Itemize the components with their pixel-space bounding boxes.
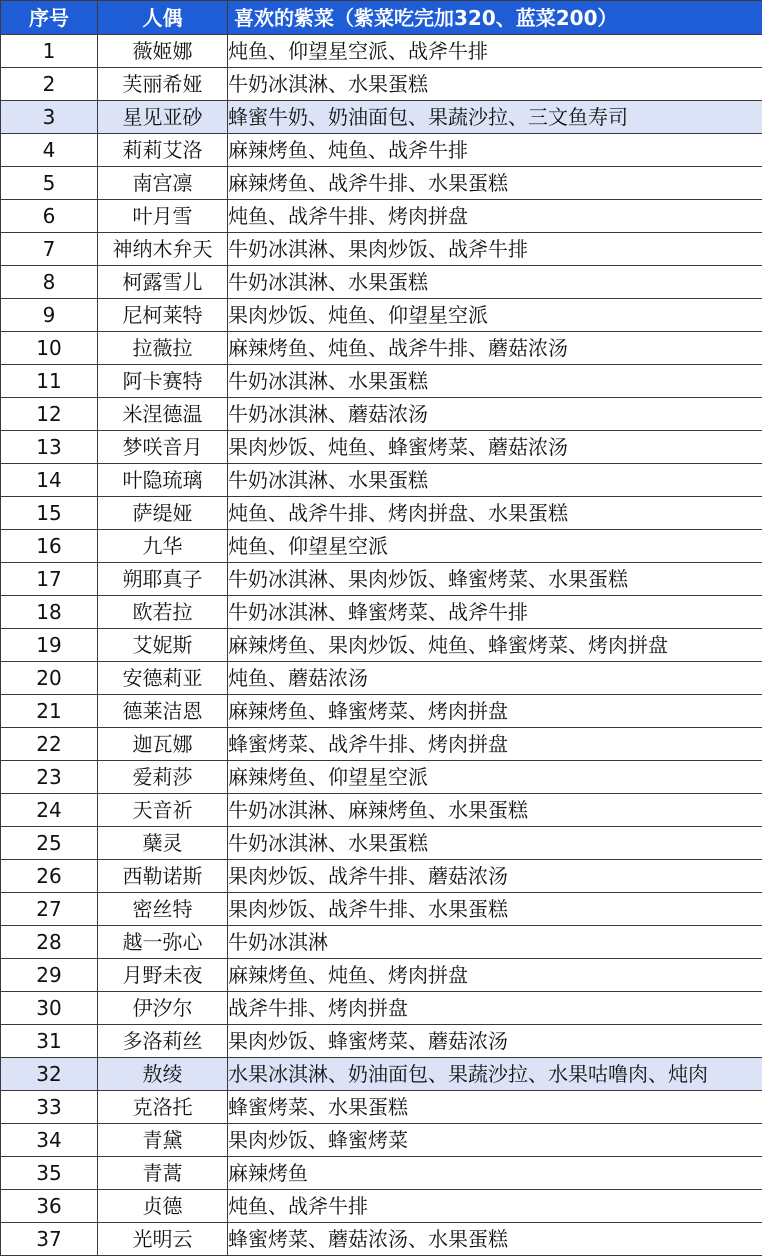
table-row[interactable] <box>1 101 762 134</box>
cell-number[interactable]: 13 <box>1 431 98 464</box>
cell-number[interactable]: 32 <box>1 1058 98 1091</box>
cell-favorite-foods[interactable]: 蜂蜜牛奶、奶油面包、果蔬沙拉、三文鱼寿司 <box>228 101 762 134</box>
cell-favorite-foods[interactable]: 牛奶冰淇淋、蘑菇浓汤 <box>228 398 762 431</box>
cell-number[interactable]: 2 <box>1 68 98 101</box>
cell-doll-name[interactable]: 贞德 <box>98 1190 228 1223</box>
cell-favorite-foods[interactable]: 战斧牛排、烤肉拼盘 <box>228 992 762 1025</box>
table-row[interactable] <box>1 596 762 629</box>
cell-doll-name[interactable]: 萨缇娅 <box>98 497 228 530</box>
cell-doll-name[interactable]: 光明云 <box>98 1223 228 1256</box>
cell-number[interactable]: 25 <box>1 827 98 860</box>
cell-favorite-foods[interactable]: 蜂蜜烤菜、水果蛋糕 <box>228 1091 762 1124</box>
cell-doll-name[interactable]: 尼柯莱特 <box>98 299 228 332</box>
cell-doll-name[interactable]: 欧若拉 <box>98 596 228 629</box>
cell-favorite-foods[interactable]: 牛奶冰淇淋 <box>228 926 762 959</box>
cell-favorite-foods[interactable]: 炖鱼、战斧牛排、烤肉拼盘、水果蛋糕 <box>228 497 762 530</box>
cell-favorite-foods[interactable]: 麻辣烤鱼、仰望星空派 <box>228 761 762 794</box>
cell-favorite-foods[interactable]: 麻辣烤鱼、战斧牛排、水果蛋糕 <box>228 167 762 200</box>
cell-doll-name[interactable]: 柯露雪儿 <box>98 266 228 299</box>
table-row[interactable] <box>1 926 762 959</box>
cell-favorite-foods[interactable]: 牛奶冰淇淋、水果蛋糕 <box>228 464 762 497</box>
cell-number[interactable]: 6 <box>1 200 98 233</box>
cell-number[interactable]: 11 <box>1 365 98 398</box>
table-row[interactable] <box>1 299 762 332</box>
table-row[interactable] <box>1 398 762 431</box>
table-row[interactable] <box>1 530 762 563</box>
cell-favorite-foods[interactable]: 炖鱼、仰望星空派 <box>228 530 762 563</box>
cell-number[interactable]: 21 <box>1 695 98 728</box>
table-row[interactable] <box>1 860 762 893</box>
table-row[interactable] <box>1 266 762 299</box>
table-row[interactable] <box>1 68 762 101</box>
table-row[interactable] <box>1 497 762 530</box>
cell-doll-name[interactable]: 星见亚砂 <box>98 101 228 134</box>
table-row[interactable] <box>1 431 762 464</box>
cell-doll-name[interactable]: 密丝特 <box>98 893 228 926</box>
cell-doll-name[interactable]: 德莱洁恩 <box>98 695 228 728</box>
cell-doll-name[interactable]: 天音祈 <box>98 794 228 827</box>
cell-favorite-foods[interactable]: 炖鱼、蘑菇浓汤 <box>228 662 762 695</box>
cell-doll-name[interactable]: 越一弥心 <box>98 926 228 959</box>
cell-number[interactable]: 1 <box>1 35 98 68</box>
cell-number[interactable]: 8 <box>1 266 98 299</box>
cell-doll-name[interactable]: 拉薇拉 <box>98 332 228 365</box>
table-row[interactable] <box>1 827 762 860</box>
cell-favorite-foods[interactable]: 牛奶冰淇淋、水果蛋糕 <box>228 266 762 299</box>
cell-favorite-foods[interactable]: 麻辣烤鱼、果肉炒饭、炖鱼、蜂蜜烤菜、烤肉拼盘 <box>228 629 762 662</box>
cell-favorite-foods[interactable]: 炖鱼、仰望星空派、战斧牛排 <box>228 35 762 68</box>
cell-number[interactable]: 35 <box>1 1157 98 1190</box>
cell-number[interactable]: 9 <box>1 299 98 332</box>
cell-number[interactable]: 5 <box>1 167 98 200</box>
cell-doll-name[interactable]: 月野未夜 <box>98 959 228 992</box>
cell-number[interactable]: 23 <box>1 761 98 794</box>
cell-number[interactable]: 3 <box>1 101 98 134</box>
cell-number[interactable]: 27 <box>1 893 98 926</box>
cell-doll-name[interactable]: 青黛 <box>98 1124 228 1157</box>
table-row[interactable] <box>1 1223 762 1256</box>
cell-doll-name[interactable]: 伊汐尔 <box>98 992 228 1025</box>
cell-favorite-foods[interactable]: 牛奶冰淇淋、水果蛋糕 <box>228 68 762 101</box>
cell-number[interactable]: 10 <box>1 332 98 365</box>
table-row[interactable] <box>1 992 762 1025</box>
cell-favorite-foods[interactable]: 麻辣烤鱼、炖鱼、战斧牛排 <box>228 134 762 167</box>
cell-doll-name[interactable]: 叶月雪 <box>98 200 228 233</box>
cell-favorite-foods[interactable]: 蜂蜜烤菜、蘑菇浓汤、水果蛋糕 <box>228 1223 762 1256</box>
cell-favorite-foods[interactable]: 牛奶冰淇淋、蜂蜜烤菜、战斧牛排 <box>228 596 762 629</box>
table-row[interactable] <box>1 233 762 266</box>
cell-number[interactable]: 37 <box>1 1223 98 1256</box>
cell-number[interactable]: 17 <box>1 563 98 596</box>
column-header-number[interactable]: 序号 <box>1 1 98 35</box>
cell-doll-name[interactable]: 朔耶真子 <box>98 563 228 596</box>
column-header-doll[interactable]: 人偶 <box>98 1 228 35</box>
cell-number[interactable]: 33 <box>1 1091 98 1124</box>
table-row[interactable] <box>1 695 762 728</box>
cell-favorite-foods[interactable]: 果肉炒饭、战斧牛排、水果蛋糕 <box>228 893 762 926</box>
cell-number[interactable]: 16 <box>1 530 98 563</box>
table-row[interactable] <box>1 1058 762 1091</box>
cell-doll-name[interactable]: 梦咲音月 <box>98 431 228 464</box>
table-body <box>1 35 762 1256</box>
cell-number[interactable]: 14 <box>1 464 98 497</box>
cell-favorite-foods[interactable]: 果肉炒饭、炖鱼、仰望星空派 <box>228 299 762 332</box>
cell-doll-name[interactable]: 克洛托 <box>98 1091 228 1124</box>
cell-number[interactable]: 36 <box>1 1190 98 1223</box>
table-row[interactable] <box>1 1124 762 1157</box>
cell-favorite-foods[interactable]: 蜂蜜烤菜、战斧牛排、烤肉拼盘 <box>228 728 762 761</box>
cell-favorite-foods[interactable]: 牛奶冰淇淋、水果蛋糕 <box>228 365 762 398</box>
cell-favorite-foods[interactable]: 果肉炒饭、炖鱼、蜂蜜烤菜、蘑菇浓汤 <box>228 431 762 464</box>
cell-doll-name[interactable]: 九华 <box>98 530 228 563</box>
cell-doll-name[interactable]: 青蒿 <box>98 1157 228 1190</box>
cell-favorite-foods[interactable]: 炖鱼、战斧牛排、烤肉拼盘 <box>228 200 762 233</box>
cell-favorite-foods[interactable]: 果肉炒饭、战斧牛排、蘑菇浓汤 <box>228 860 762 893</box>
cell-favorite-foods[interactable]: 炖鱼、战斧牛排 <box>228 1190 762 1223</box>
cell-doll-name[interactable]: 艾妮斯 <box>98 629 228 662</box>
cell-number[interactable]: 29 <box>1 959 98 992</box>
cell-doll-name[interactable]: 敖绫 <box>98 1058 228 1091</box>
table-row[interactable] <box>1 629 762 662</box>
cell-number[interactable]: 30 <box>1 992 98 1025</box>
cell-favorite-foods[interactable]: 麻辣烤鱼 <box>228 1157 762 1190</box>
header-row <box>1 1 762 35</box>
table-row[interactable] <box>1 728 762 761</box>
cell-number[interactable]: 24 <box>1 794 98 827</box>
table-row[interactable] <box>1 1025 762 1058</box>
cell-number[interactable]: 26 <box>1 860 98 893</box>
table-row[interactable] <box>1 200 762 233</box>
cell-number[interactable]: 22 <box>1 728 98 761</box>
table-row[interactable] <box>1 332 762 365</box>
table-row[interactable] <box>1 893 762 926</box>
cell-doll-name[interactable]: 芙丽希娅 <box>98 68 228 101</box>
table-row[interactable] <box>1 959 762 992</box>
cell-doll-name[interactable]: 西勒诺斯 <box>98 860 228 893</box>
cell-favorite-foods[interactable]: 麻辣烤鱼、炖鱼、烤肉拼盘 <box>228 959 762 992</box>
cell-number[interactable]: 7 <box>1 233 98 266</box>
cell-number[interactable]: 19 <box>1 629 98 662</box>
cell-number[interactable]: 12 <box>1 398 98 431</box>
cell-favorite-foods[interactable]: 水果冰淇淋、奶油面包、果蔬沙拉、水果咕噜肉、炖肉 <box>228 1058 762 1091</box>
cell-doll-name[interactable]: 多洛莉丝 <box>98 1025 228 1058</box>
table-row[interactable] <box>1 167 762 200</box>
table-row[interactable] <box>1 1190 762 1223</box>
cell-doll-name[interactable]: 阿卡赛特 <box>98 365 228 398</box>
cell-doll-name[interactable]: 神纳木弁天 <box>98 233 228 266</box>
table-row[interactable] <box>1 761 762 794</box>
cell-doll-name[interactable]: 迦瓦娜 <box>98 728 228 761</box>
cell-doll-name[interactable]: 安德莉亚 <box>98 662 228 695</box>
cell-favorite-foods[interactable]: 果肉炒饭、蜂蜜烤菜 <box>228 1124 762 1157</box>
table-row[interactable] <box>1 1091 762 1124</box>
table-row[interactable] <box>1 662 762 695</box>
cell-number[interactable]: 4 <box>1 134 98 167</box>
cell-favorite-foods[interactable]: 牛奶冰淇淋、麻辣烤鱼、水果蛋糕 <box>228 794 762 827</box>
cell-number[interactable]: 20 <box>1 662 98 695</box>
cell-favorite-foods[interactable]: 果肉炒饭、蜂蜜烤菜、蘑菇浓汤 <box>228 1025 762 1058</box>
table-row[interactable] <box>1 134 762 167</box>
cell-number[interactable]: 18 <box>1 596 98 629</box>
table-row[interactable] <box>1 365 762 398</box>
column-header-favorite-foods[interactable]: 喜欢的紫菜（紫菜吃完加320、蓝菜200） <box>228 1 762 35</box>
cell-favorite-foods[interactable]: 牛奶冰淇淋、水果蛋糕 <box>228 827 762 860</box>
cell-doll-name[interactable]: 南宫凛 <box>98 167 228 200</box>
cell-favorite-foods[interactable]: 麻辣烤鱼、炖鱼、战斧牛排、蘑菇浓汤 <box>228 332 762 365</box>
cell-favorite-foods[interactable]: 牛奶冰淇淋、果肉炒饭、战斧牛排 <box>228 233 762 266</box>
cell-doll-name[interactable]: 蘖灵 <box>98 827 228 860</box>
cell-number[interactable]: 34 <box>1 1124 98 1157</box>
cell-number[interactable]: 28 <box>1 926 98 959</box>
table-row[interactable] <box>1 1157 762 1190</box>
cell-favorite-foods[interactable]: 麻辣烤鱼、蜂蜜烤菜、烤肉拼盘 <box>228 695 762 728</box>
cell-doll-name[interactable]: 叶隐琉璃 <box>98 464 228 497</box>
table-row[interactable] <box>1 563 762 596</box>
cell-number[interactable]: 15 <box>1 497 98 530</box>
cell-favorite-foods[interactable]: 牛奶冰淇淋、果肉炒饭、蜂蜜烤菜、水果蛋糕 <box>228 563 762 596</box>
cell-doll-name[interactable]: 莉莉艾洛 <box>98 134 228 167</box>
cell-doll-name[interactable]: 薇姬娜 <box>98 35 228 68</box>
cell-doll-name[interactable]: 米涅德温 <box>98 398 228 431</box>
cell-number[interactable]: 31 <box>1 1025 98 1058</box>
table-row[interactable] <box>1 464 762 497</box>
cell-doll-name[interactable]: 爱莉莎 <box>98 761 228 794</box>
table-row[interactable] <box>1 35 762 68</box>
table-row[interactable] <box>1 794 762 827</box>
